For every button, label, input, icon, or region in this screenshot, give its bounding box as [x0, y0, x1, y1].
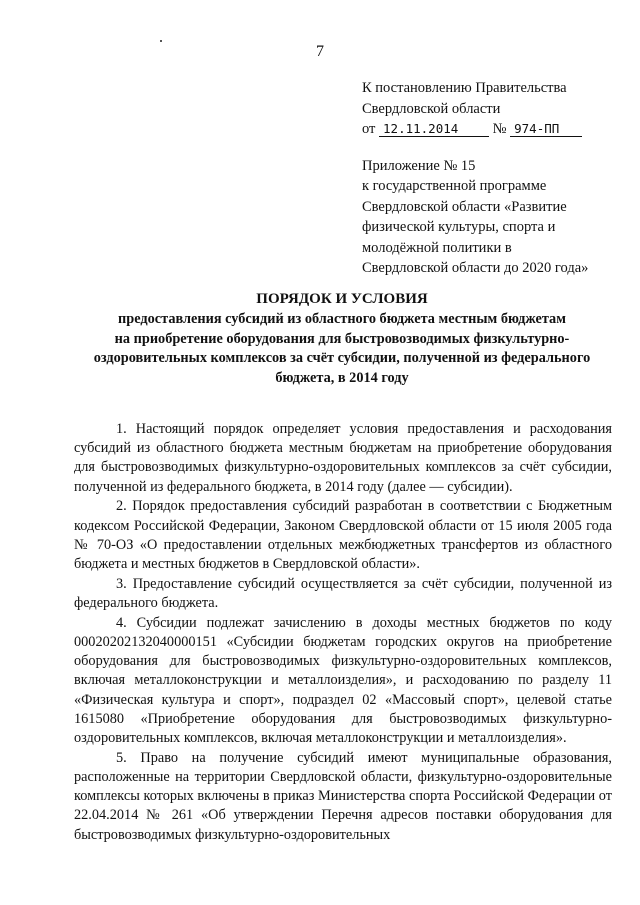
appendix-line: Свердловской области до 2020 года»	[362, 260, 589, 276]
page-number: 7	[316, 43, 324, 60]
resolution-date: 12.11.2014	[379, 121, 489, 137]
resolution-reference	[362, 78, 622, 279]
resolution-number: 974-ПП	[510, 121, 582, 137]
paragraph-1: 1. Настоящий порядок определяет условия предоставления и расходования субсидий из областного бюджета местным бюджетам на приобретение оборудования для быстровозводимых физкультурно-оздоровительных комплексов за счёт субсидии, полученной из федерального бюджета, в 2014 году (далее — субсидии).	[74, 421, 612, 495]
appendix-block	[362, 156, 622, 279]
reference-date-line	[362, 119, 622, 140]
appendix-line: физической культуры, спорта и	[362, 219, 556, 235]
paragraph-5: 5. Право на получение субсидий имеют муниципальные образования, расположенные на территории Свердловской области, физкультурно-оздоровительные комплексы которых включены в приказ Министерства спорта Российской Федерации от 22.04.2014 № 261 «Об утверждении Перечня адресов поставки оборудования для быстровозводимых физкультурно-оздоровительных	[74, 749, 612, 843]
paragraph-2: 2. Порядок предоставления субсидий разработан в соответствии с Бюджетным кодексом Российской Федерации, Законом Свердловской области от 15 июля 2005 года № 70-ОЗ «О предоставлении отдельных межбюджетных трансфертов из областного бюджета и местных бюджетов в Свердловской области».	[74, 498, 612, 573]
appendix-line: Свердловской области «Развитие	[362, 198, 567, 215]
appendix-line: Приложение № 15	[362, 157, 476, 174]
paragraph-4: 4. Субсидии подлежат зачислению в доходы местных бюджетов по коду 00020202132040000151 «Субсидии бюджетам городских округов на приобретение оборудования для быстровозводимых физкультурно-оздоровительных комплексов, включая металлоконструкции и металлоизделия», и расходованию по разделу 11 «Физическая культура и спорт», подраздел 02 «Массовый спорт», целевой статье 1615080 «Приобретение оборудования для быстровозводимых физкультурно-оздоровительных комплексов, включая металлоконструкции и металлоизделия».	[74, 614, 612, 747]
reference-line-1: К постановлению Правительства	[362, 80, 567, 96]
scan-mark	[160, 40, 162, 42]
from-prefix: от	[362, 121, 376, 137]
appendix-line: молодёжной политики в	[362, 239, 512, 256]
document-body	[74, 420, 612, 845]
paragraph-3: 3. Предоставление субсидий осуществляется за счёт субсидии, полученной из федерального бюджета.	[74, 575, 612, 612]
number-prefix: №	[492, 121, 507, 137]
reference-line-2: Свердловской области	[362, 100, 501, 117]
subtitle-line: бюджета, в 2014 году	[275, 369, 409, 386]
title-subtitle	[62, 310, 622, 388]
subtitle-line: на приобретение оборудования для быстровозводимых физкультурно-	[114, 330, 570, 347]
appendix-line: к государственной программе	[362, 178, 547, 194]
subtitle-line: предоставления субсидий из областного бюджета местным бюджетам	[118, 311, 566, 327]
document-title	[62, 289, 622, 388]
title-main: ПОРЯДОК И УСЛОВИЯ	[256, 291, 428, 307]
subtitle-line: оздоровительных комплексов за счёт субсидии, полученной из федерального	[93, 350, 591, 366]
